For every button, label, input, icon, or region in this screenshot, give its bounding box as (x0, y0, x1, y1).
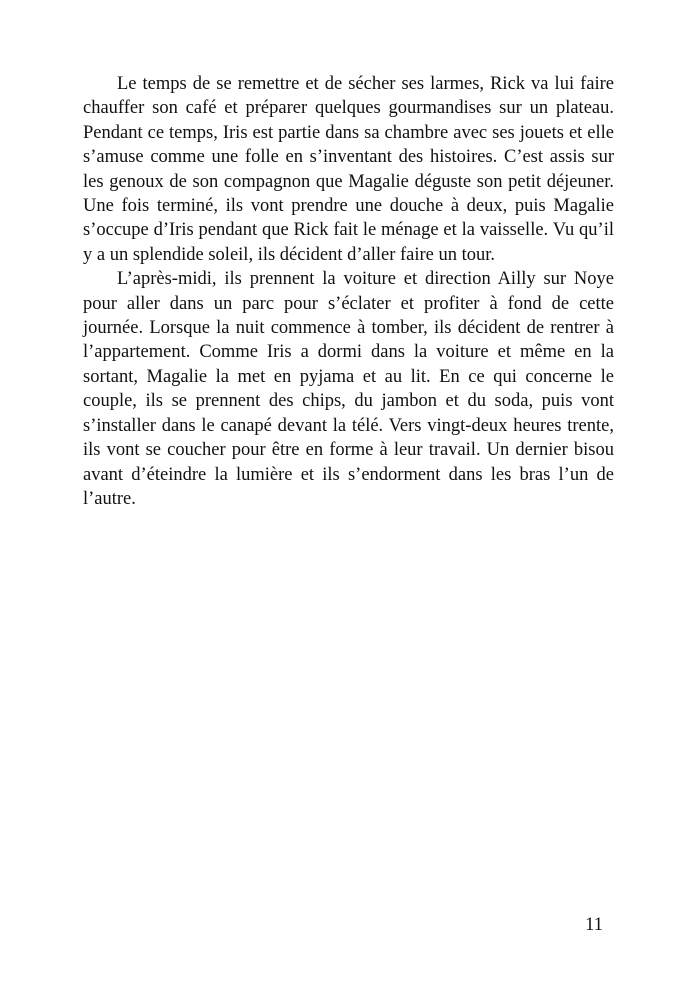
page-number: 11 (585, 915, 603, 935)
paragraph-1: Le temps de se remettre et de sécher ses larmes, Rick va lui faire chauffer son café et préparer quelques gourmandises sur un plateau. Pendant ce temps, Iris est partie dans sa chambre avec ses jouets et elle s’amuse comme une folle en s’inventant des histoires. C’est assis sur les genoux de son compagnon que Magalie déguste son petit déjeuner. Une fois terminé, ils vont prendre une douche à deux, puis Magalie s’occupe d’Iris pendant que Rick fait le ménage et la vaisselle. Vu qu’il y a un splendide soleil, ils décident d’aller faire un tour. (83, 74, 614, 265)
body-text (83, 72, 614, 511)
paragraph-2: L’après-midi, ils prennent la voiture et direction Ailly sur Noye pour aller dans un parc pour s’éclater et profiter à fond de cette journée. Lorsque la nuit commence à tomber, ils décident de rentrer à l’appartement. Comme Iris a dormi dans la voiture et même en la sortant, Magalie la met en pyjama et au lit. En ce qui concerne le couple, ils se prennent des chips, du jambon et du soda, puis vont s’installer dans le canapé devant la télé. Vers vingt-deux heures trente, ils vont se coucher pour être en forme à leur travail. Un dernier bisou avant d’éteindre la lumière et ils s’endorment dans les bras l’un de l’autre. (83, 269, 614, 509)
